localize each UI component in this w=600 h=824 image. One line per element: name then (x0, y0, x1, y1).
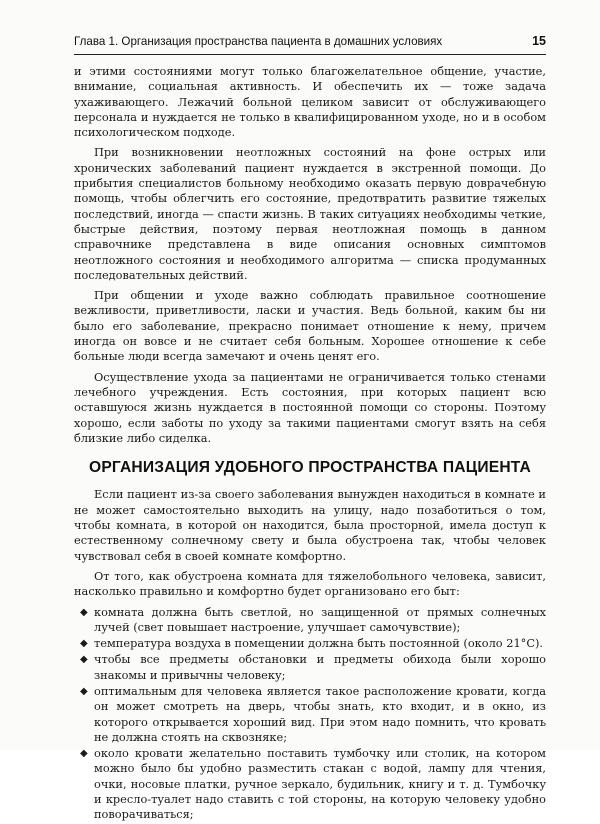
list-item (74, 746, 546, 822)
paragraph: Если пациент из-за своего заболевания вынужден находиться в комнате и не может самостоятельно выходить на улицу, надо позаботиться о том, чтобы комната, в которой он находится, была просторной, имела доступ к естественному солнечному свету и была обустроена так, чтобы человек чувствовал себя в своей комнате комфортно. (74, 487, 546, 563)
list-item (74, 684, 546, 745)
list-item-text: около кровати желательно поставить тумбочку или столик, на котором можно было бы удобно разместить стакан с водой, лампу для чтения, очки, носовые платки, ручное зеркало, будильник, книгу и т. д. Тумбочку и кресло-туалет надо ставить с той стороны, на которую человеку удобно поворачиваться; (94, 746, 546, 822)
list-item-text: температура воздуха в помещении должна быть постоянной (около 21°С). (94, 636, 544, 651)
bullet-list (74, 605, 546, 823)
paragraph: Осуществление ухода за пациентами не ограничивается только стенами лечебного учреждения. Есть состояния, при которых пациент всю оставшуюся жизнь нуждается в постоянной помощи со стороны. Поэтому хорошо, если заботы по уходу за такими пациентами смогут взять на себя близкие либо сиделка. (74, 369, 546, 445)
paragraph: От того, как обустроена комната для тяжелобольного человека, зависит, насколько правильно и комфортно будет организовано его быт: (74, 568, 546, 599)
diamond-bullet-icon: ◆ (80, 606, 88, 618)
list-item-text: оптимальным для человека является такое расположение кровати, когда он может смотреть на дверь, чтобы знать, кто входит, и в окно, из которого открывается хороший вид. При этом надо помнить, что кровать не должна стоять на сквозняке; (94, 683, 546, 744)
page-number: 15 (532, 34, 546, 48)
diamond-bullet-icon: ◆ (80, 748, 88, 760)
diamond-bullet-icon: ◆ (80, 638, 88, 650)
running-header (74, 34, 546, 55)
list-item-text: чтобы все предметы обстановки и предметы обихода были хорошо знакомы и привычны человеку; (94, 652, 546, 682)
page-body (74, 64, 546, 824)
list-item-text: комната должна быть светлой, но защищенной от прямых солнечных лучей (свет повышает настроение, улучшает самочувствие); (94, 604, 546, 634)
paragraph: При возникновении неотложных состояний на фоне острых или хронических заболеваний пациент нуждается в экстренной помощи. До прибытия специалистов больному необходимо оказать первую доврачебную помощь, чтобы облегчить его состояние, предотвратить развитие тяжелых последствий, иногда — спасти жизнь. В таких ситуациях необходимы четкие, быстрые действия, поэтому первая неотложная помощь в данном справочнике представлена в виде описания основных симптомов неотложного состояния и необходимого алгоритма — списка продуманных последовательных действий. (74, 145, 546, 282)
section-heading: ОРГАНИЗАЦИЯ УДОБНОГО ПРОСТРАНСТВА ПАЦИЕНТА (88, 459, 532, 477)
list-item (74, 652, 546, 683)
paragraph: При общении и уходе важно соблюдать правильное соотношение вежливости, приветливости, ласки и участия. Ведь больной, каким бы ни было его заболевание, прекрасно понимает отношение к нему, причем иногда он вовсе и не считает себя больным. Хорошее отношение к себе больные люди всегда замечают и очень ценят его. (74, 288, 546, 364)
list-item (74, 605, 546, 636)
diamond-bullet-icon: ◆ (80, 654, 88, 666)
list-item (74, 636, 546, 651)
paragraph: и этими состояниями могут только благожелательное общение, участие, внимание, социальная активность. И обеспечить их — тоже задача ухаживающего. Лежачий больной целиком зависит от обслуживающего персонала и нуждается не только в квалифицированном уходе, но и в особом психологическом подходе. (74, 64, 546, 140)
diamond-bullet-icon: ◆ (80, 685, 88, 697)
chapter-title: Глава 1. Организация пространства пациента в домашних условиях (74, 35, 443, 48)
